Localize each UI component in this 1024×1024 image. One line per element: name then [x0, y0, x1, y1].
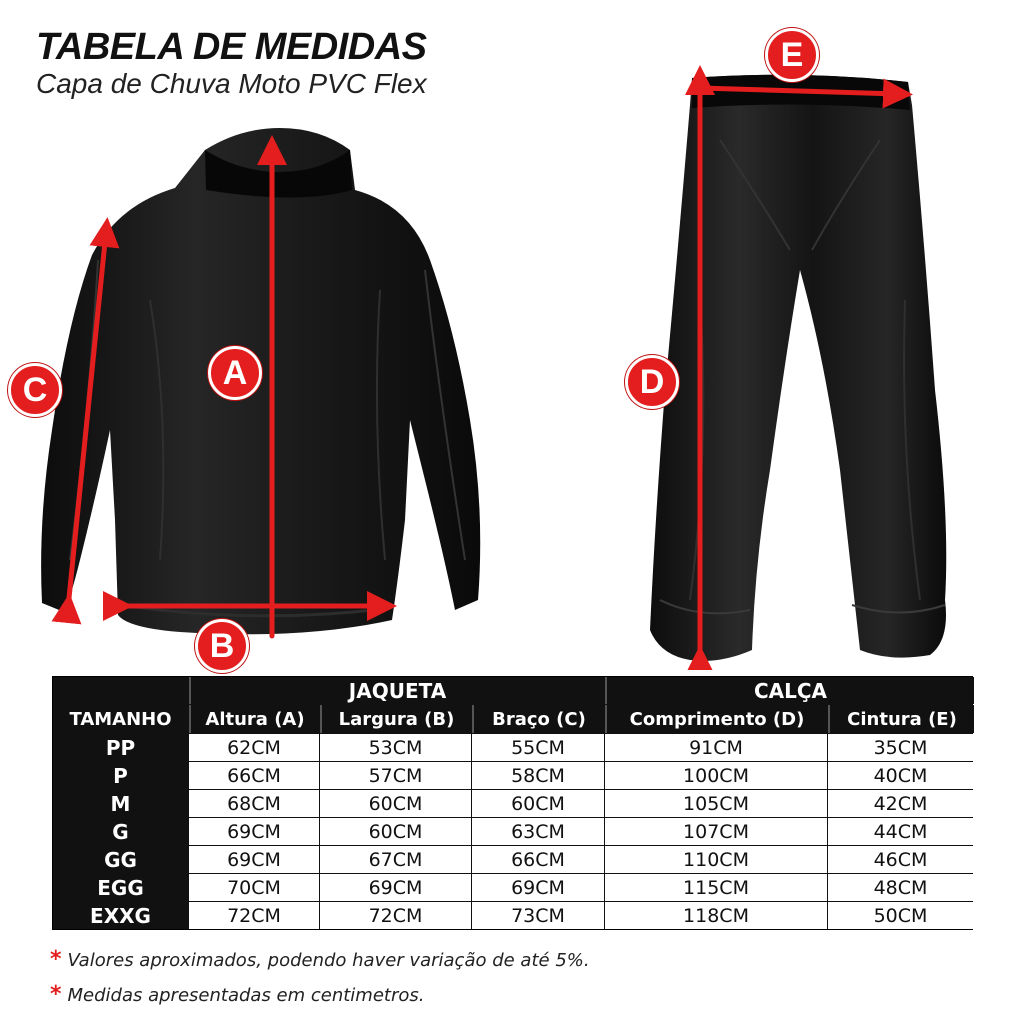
footnote-text: Valores aproximados, podendo haver variação de até 5%.: [67, 950, 590, 971]
table-cell: 115CM: [605, 874, 827, 901]
table-row-size: G: [53, 818, 188, 845]
col-header-width: Largura (B): [320, 705, 471, 733]
table-row-size: PP: [53, 734, 188, 761]
col-header-sleeve: Braço (C): [472, 705, 604, 733]
footnote-units: [50, 982, 424, 1007]
table-cell: 40CM: [828, 762, 973, 789]
table-cell: 53CM: [320, 734, 471, 761]
table-cell: 60CM: [320, 818, 471, 845]
marker-e: E: [765, 28, 819, 82]
footnote-text: Medidas apresentadas em centimetros.: [67, 985, 425, 1006]
table-cell: 69CM: [472, 874, 604, 901]
table-cell: 66CM: [472, 846, 604, 873]
table-cell: 57CM: [320, 762, 471, 789]
col-header-waist: Cintura (E): [828, 705, 974, 733]
asterisk-icon: *: [50, 982, 62, 1007]
table-cell: 60CM: [472, 790, 604, 817]
marker-c: C: [8, 363, 62, 417]
table-cell: 107CM: [605, 818, 827, 845]
table-cell: 72CM: [189, 902, 319, 929]
table-cell: 73CM: [472, 902, 604, 929]
table-row-size: EXXG: [53, 902, 188, 929]
table-cell: 69CM: [189, 846, 319, 873]
col-header-height: Altura (A): [189, 705, 319, 733]
size-table: [52, 676, 973, 930]
table-cell: 69CM: [320, 874, 471, 901]
table-cell: 42CM: [828, 790, 973, 817]
table-row-size: M: [53, 790, 188, 817]
marker-a: A: [208, 346, 262, 400]
table-cell: 44CM: [828, 818, 973, 845]
table-cell: 118CM: [605, 902, 827, 929]
pants-illustration: [650, 75, 946, 661]
table-cell: 50CM: [828, 902, 973, 929]
table-cell: 69CM: [189, 818, 319, 845]
marker-d: D: [625, 355, 679, 409]
table-cell: 62CM: [189, 734, 319, 761]
table-cell: 66CM: [189, 762, 319, 789]
table-cell: 55CM: [472, 734, 604, 761]
col-header-size: TAMANHO: [53, 705, 188, 733]
table-cell: 68CM: [189, 790, 319, 817]
table-cell: 110CM: [605, 846, 827, 873]
page-subtitle: Capa de Chuva Moto PVC Flex: [36, 68, 427, 99]
table-row-size: GG: [53, 846, 188, 873]
page-title: TABELA DE MEDIDAS: [36, 26, 427, 68]
table-cell: 72CM: [320, 902, 471, 929]
table-cell: 91CM: [605, 734, 827, 761]
table-corner: [53, 677, 188, 704]
table-cell: 58CM: [472, 762, 604, 789]
table-cell: 105CM: [605, 790, 827, 817]
table-row-size: EGG: [53, 874, 188, 901]
table-cell: 46CM: [828, 846, 973, 873]
footnote-approximate: [50, 947, 590, 972]
group-header-jacket: JAQUETA: [189, 677, 604, 704]
table-cell: 63CM: [472, 818, 604, 845]
table-cell: 48CM: [828, 874, 973, 901]
col-header-length: Comprimento (D): [605, 705, 827, 733]
asterisk-icon: *: [50, 947, 62, 972]
marker-b: B: [195, 619, 249, 673]
table-cell: 60CM: [320, 790, 471, 817]
table-cell: 100CM: [605, 762, 827, 789]
table-cell: 70CM: [189, 874, 319, 901]
table-cell: 67CM: [320, 846, 471, 873]
group-header-pants: CALÇA: [605, 677, 974, 704]
table-row-size: P: [53, 762, 188, 789]
table-cell: 35CM: [828, 734, 973, 761]
